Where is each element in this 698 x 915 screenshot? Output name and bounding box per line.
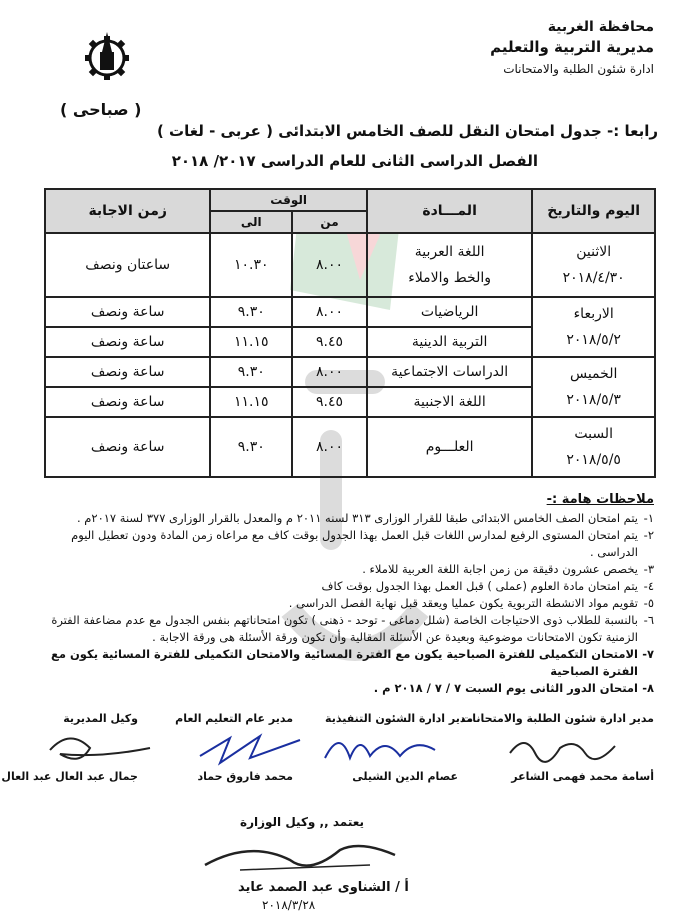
note-text: يتم امتحان المستوى الرفيع لمدارس اللغات قبل العمل بهذا الجدول بوقت كاف مع مراعاه زمن المادة ودون تعطيل اليوم الدراسى . xyxy=(71,528,638,559)
to-cell: ١١.١٥ xyxy=(210,387,292,417)
note-number: ٤- xyxy=(643,579,654,593)
note-item xyxy=(44,646,654,680)
from-cell: ٨.٠٠ xyxy=(292,233,367,297)
note-number: ٨- xyxy=(642,681,654,695)
day-name: الاثنين xyxy=(576,244,612,260)
to-cell: ٩.٣٠ xyxy=(210,357,292,387)
document-title: رابعا :- جدول امتحان النقل للصف الخامس الابتدائى ( عربى - لغات ) xyxy=(156,122,658,140)
note-item xyxy=(44,527,654,561)
subject-cell: الرياضيات xyxy=(367,297,532,327)
ministry-logo xyxy=(82,28,132,88)
signature-scribble xyxy=(190,728,310,768)
document-subtitle: الفصل الدراسى الثانى للعام الدراسى ٢٠١٧/ ٢٠١٨ xyxy=(171,152,538,170)
signature-title: مدير ادارة شئون الطلبة والامتحانات xyxy=(461,712,654,725)
note-text: امتحان الدور الثانى يوم السبت ٧ / ٧ / ٢٠١٨ م . xyxy=(373,681,638,695)
note-item xyxy=(44,612,654,646)
exam-schedule-table xyxy=(44,188,656,478)
day-cell xyxy=(532,297,655,357)
signature-scribble xyxy=(40,728,160,768)
notes-list xyxy=(44,510,654,697)
day-date: ٢٠١٨/٤/٣٠ xyxy=(562,270,625,286)
day-name: الاربعاء xyxy=(573,306,614,322)
header-day: اليوم والتاريخ xyxy=(532,189,655,233)
governorate-name: محافظة الغربية xyxy=(547,19,654,35)
note-item xyxy=(44,510,654,527)
signature-scribble xyxy=(500,728,620,768)
day-cell xyxy=(532,417,655,477)
signatory-name: محمد فاروق حماد xyxy=(197,770,293,783)
to-cell: ٩.٣٠ xyxy=(210,417,292,477)
header-to: الى xyxy=(210,211,292,233)
signatory-name: جمال عبد العال عبد العال xyxy=(1,770,138,783)
from-cell: ٩.٤٥ xyxy=(292,387,367,417)
note-text: يتم امتحان مادة العلوم (عملى ) قبل العمل بهذا الجدول بوقت كاف xyxy=(321,579,638,593)
note-number: ٧- xyxy=(642,647,654,661)
approval-date: ٢٠١٨/٣/٢٨ xyxy=(262,898,316,912)
from-cell: ٩.٤٥ xyxy=(292,327,367,357)
approval-label: يعتمد ,, وكيل الوزارة xyxy=(240,815,365,829)
signatory-name: عصام الدين الشيلى xyxy=(352,770,458,783)
subject-cell: العلـــوم xyxy=(367,417,532,477)
signatory-name: أسامة محمد فهمى الشاعر xyxy=(511,770,654,783)
directorate-name: مديرية التربية والتعليم xyxy=(490,38,654,56)
session-label: ( صباحى ) xyxy=(60,100,142,119)
subject-cell: اللغة العربية والخط والاملاء xyxy=(367,233,532,297)
note-number: ١- xyxy=(643,511,654,525)
signature-title: وكيل المديرية xyxy=(63,712,138,725)
duration-cell: ساعة ونصف xyxy=(45,297,210,327)
from-cell: ٨.٠٠ xyxy=(292,417,367,477)
day-date: ٢٠١٨/٥/٥ xyxy=(566,452,621,468)
from-cell: ٨.٠٠ xyxy=(292,357,367,387)
note-text: تقويم مواد الانشطة التربوية يكون عمليا ويعقد قبل نهاية الفصل الدراسى . xyxy=(288,596,638,610)
note-number: ٢- xyxy=(643,528,654,542)
signature-scribble xyxy=(320,728,440,768)
to-cell: ١١.١٥ xyxy=(210,327,292,357)
note-text: يتم امتحان الصف الخامس الابتدائى طبقا للقرار الوزارى ٣١٣ لسنه ٢٠١١ م والمعدل بالقرار الوزارى ٣٧٧ لسنة ٢٠١٧م . xyxy=(76,511,638,525)
subject-cell: الدراسات الاجتماعية xyxy=(367,357,532,387)
minister-signature xyxy=(200,835,400,880)
signature-title: مدير ادارة الشئون التنفيذية xyxy=(325,712,473,725)
duration-cell: ساعتان ونصف xyxy=(45,233,210,297)
note-text: الامتحان التكميلى للفترة الصباحية يكون مع الفترة المسائية والامتحان التكميلى للفترة المسائية يكون مع الفترة الصباحية xyxy=(51,647,638,678)
note-number: ٣- xyxy=(643,562,654,576)
to-cell: ١٠.٣٠ xyxy=(210,233,292,297)
duration-cell: ساعة ونصف xyxy=(45,327,210,357)
day-date: ٢٠١٨/٥/٣ xyxy=(566,392,621,408)
note-item xyxy=(44,578,654,595)
note-text: يخصص عشرون دقيقة من زمن اجابة اللغة العربية للاملاء . xyxy=(362,562,638,576)
day-cell xyxy=(532,233,655,297)
subject-cell: التربية الدينية xyxy=(367,327,532,357)
note-item xyxy=(44,595,654,612)
to-cell: ٩.٣٠ xyxy=(210,297,292,327)
header-subject: المـــادة xyxy=(367,189,532,233)
duration-cell: ساعة ونصف xyxy=(45,357,210,387)
minister-name: أ / الشناوى عبد الصمد عايد xyxy=(238,880,409,895)
duration-cell: ساعة ونصف xyxy=(45,417,210,477)
header-time: الوقت xyxy=(210,189,367,211)
department-name: ادارة شئون الطلبة والامتحانات xyxy=(503,62,654,76)
day-cell xyxy=(532,357,655,417)
subject-cell: اللغة الاجنبية xyxy=(367,387,532,417)
day-name: السبت xyxy=(574,426,613,442)
notes-title: ملاحظات هامة :- xyxy=(546,492,654,507)
note-text: بالنسبة للطلاب ذوى الاحتياجات الخاصة (شلل دماغى - توحد - ذهنى ) تكون امتحاناتهم بنفس الجدول مع عدم مضاعفة الفترة الزمنية تكون الامتحانات موضوعية وبعيدة عن الأسئلة المقالية وأن تكون ورقة الأسئلة هى ورقة الاجابة . xyxy=(51,613,638,644)
note-item xyxy=(44,561,654,578)
note-number: ٦- xyxy=(643,613,654,627)
header-from: من xyxy=(292,211,367,233)
day-date: ٢٠١٨/٥/٢ xyxy=(566,332,621,348)
header-duration: زمن الاجابة xyxy=(45,189,210,233)
signature-title: مدير عام التعليم العام xyxy=(175,712,293,725)
note-item xyxy=(44,680,654,697)
from-cell: ٨.٠٠ xyxy=(292,297,367,327)
note-number: ٥- xyxy=(643,596,654,610)
day-name: الخميس xyxy=(569,366,618,382)
duration-cell: ساعة ونصف xyxy=(45,387,210,417)
